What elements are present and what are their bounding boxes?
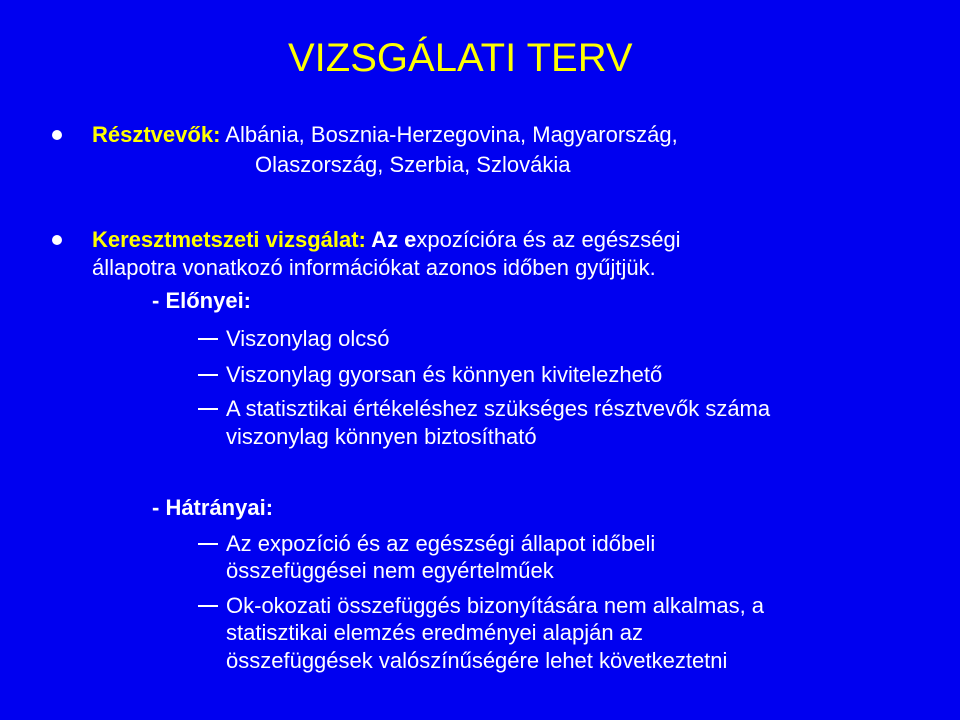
advantage-item-3-cont: viszonylag könnyen biztosítható (226, 424, 537, 449)
dash-icon (198, 338, 218, 340)
disadvantage-item-2-cont1: statisztikai elemzés eredményei alapján az (226, 620, 643, 645)
disadvantage-item-1-cont: összefüggései nem egyértelműek (226, 558, 554, 583)
participants-label: Résztvevők: (92, 122, 221, 147)
participants-text: Albánia, Bosznia-Herzegovina, Magyarország, (220, 122, 678, 147)
advantage-item-1: Viszonylag olcsó (226, 326, 390, 351)
cross-text: xpozícióra és az egészségi (416, 227, 681, 252)
cross-line-1 (92, 227, 681, 253)
slide-title: VIZSGÁLATI TERV (288, 36, 633, 80)
bullet-dot-icon (52, 235, 62, 245)
cross-label: Keresztmetszeti vizsgálat: (92, 227, 366, 252)
advantage-item-3: A statisztikai értékeléshez szükséges résztvevők száma (226, 396, 771, 421)
dash-icon (198, 408, 218, 410)
cross-line-2: állapotra vonatkozó információkat azonos időben gyűjtjük. (92, 255, 656, 280)
disadvantage-item-2: Ok-okozati összefüggés bizonyítására nem alkalmas, a (226, 593, 765, 618)
dash-icon (198, 543, 218, 545)
disadvantage-item-1: Az expozíció és az egészségi állapot időbeli (226, 531, 656, 556)
bullet-dot-icon (52, 130, 62, 140)
dash-icon (198, 605, 218, 607)
cross-bold-part: Az e (365, 227, 417, 252)
advantage-item-2: Viszonylag gyorsan és könnyen kivitelezhető (226, 362, 663, 387)
participants-line-2: Olaszország, Szerbia, Szlovákia (255, 152, 571, 177)
disadvantages-heading: - Hátrányai: (152, 495, 274, 520)
dash-icon (198, 374, 218, 376)
participants-line-1 (92, 122, 678, 148)
advantages-heading: - Előnyei: (152, 288, 252, 313)
disadvantage-item-2-cont2: összefüggések valószínűségére lehet következtetni (226, 648, 728, 673)
